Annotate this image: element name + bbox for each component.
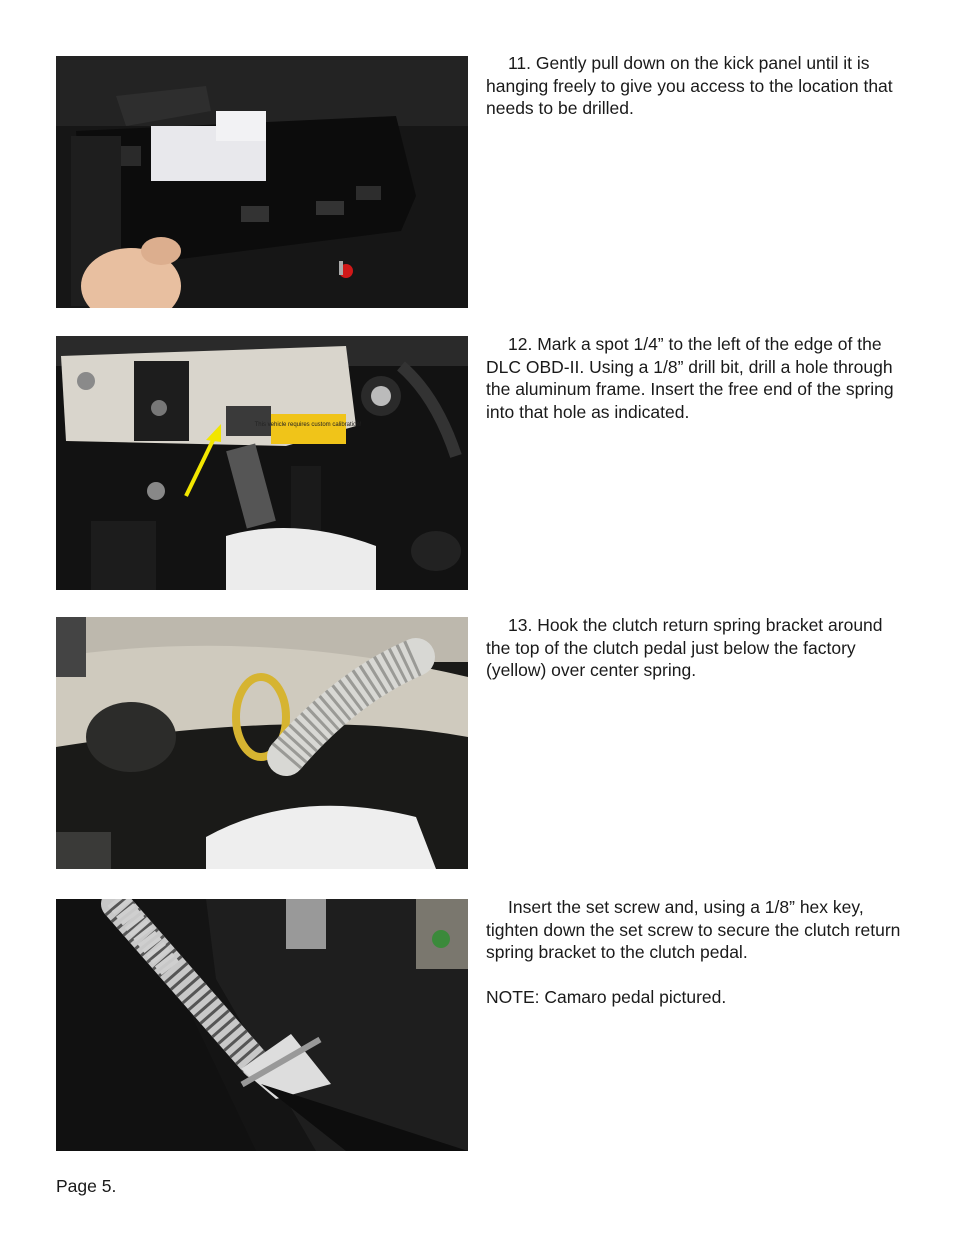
step-11 [486,52,906,120]
clutch-spring-image [56,617,468,869]
kick-panel-image [56,56,468,308]
photo-clutch-spring [56,617,468,869]
step-12-text: 12. Mark a spot 1/4” to the left of the edge of the DLC OBD-II. Using a 1/8” drill bit, drill a hole through the aluminum frame. Insert the free end of the spring into that hole as indicated. [486,334,894,422]
step-14-note: NOTE: Camaro pedal pictured. [486,987,727,1007]
photo-set-screw [56,899,468,1151]
step-14 [486,896,906,1009]
calibration-label: This vehicle requires custom calibration! [254,422,362,428]
set-screw-image [56,899,468,1151]
photo-aluminum-frame [56,336,468,590]
step-14-text: Insert the set screw and, using a 1/8” hex key, tighten down the set screw to secure the clutch return spring bracket to the clutch pedal. [486,897,901,962]
photo-kick-panel [56,56,468,308]
page-number: Page 5. [56,1176,117,1196]
step-12 [486,333,906,423]
step-11-text: 11. Gently pull down on the kick panel until it is hanging freely to give you access to the location that needs to be drilled. [486,53,893,118]
aluminum-frame-image [56,336,468,590]
step-13 [486,614,906,682]
step-13-text: 13. Hook the clutch return spring bracket around the top of the clutch pedal just below the factory (yellow) over center spring. [486,615,883,680]
